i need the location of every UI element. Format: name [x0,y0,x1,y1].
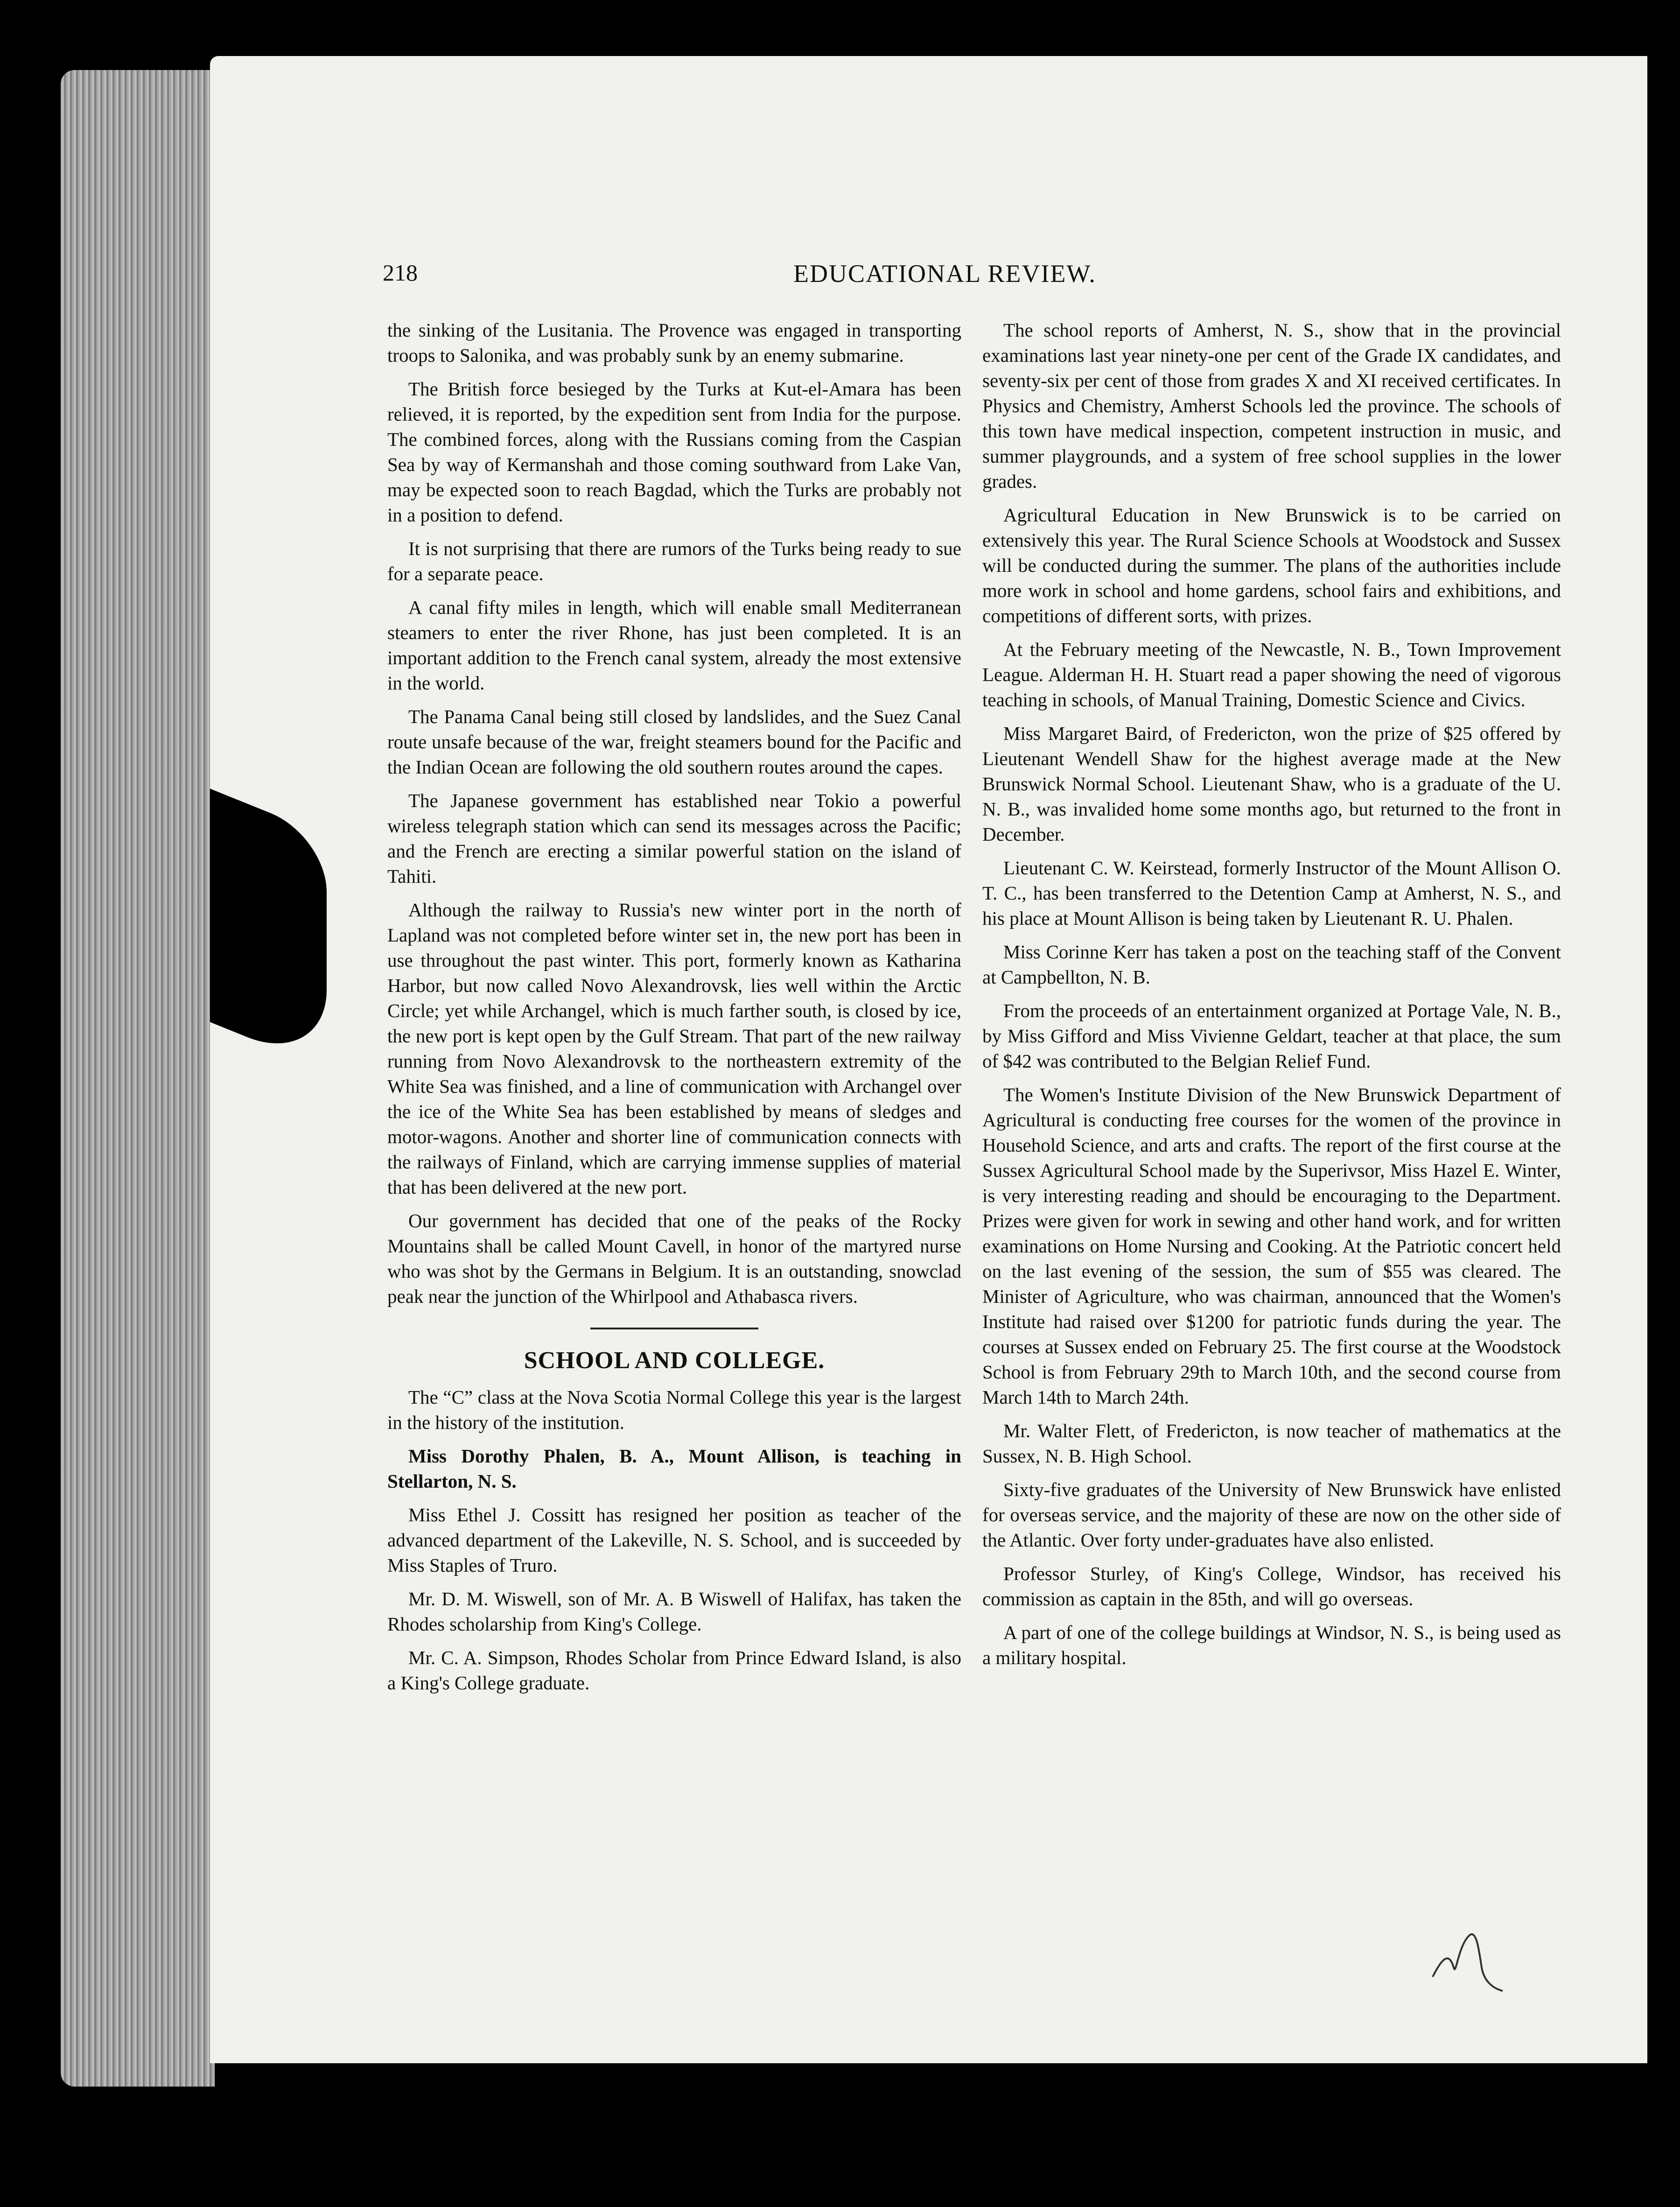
paragraph-portage-vale: From the proceeds of an entertainment organized at Portage Vale, N. B., by Miss Gifford and Miss Vivienne Geldart, teacher at that place, the sum of $42 was contributed to the Belgian Relief Fund. [982,1000,1561,1072]
paragraph-unb-graduates: Sixty-five graduates of the University of New Brunswick have enlisted for overseas service, and the majority of these are now on the other side of the Atlantic. Over forty under-graduates have also enlisted. [982,1479,1561,1551]
paragraph-kut-el-amara: The British force besieged by the Turks at Kut-el-Amara has been relieved, it is reported, by the expedition sent from India for the purpose. The combined forces, along with the Russians coming from the Caspian Sea by way of Kermanshah and those coming southward from Lake Van, may be expected soon to reach Bagdad, which the Turks are probably not in a position to defend. [387,378,961,526]
paragraph-ethel-cossitt: Miss Ethel J. Cossitt has resigned her position as teacher of the advanced department of the Lakeville, N. S. School, and is succeeded by Miss Staples of Truro. [387,1504,961,1576]
paragraph-wiswell: Mr. D. M. Wiswell, son of Mr. A. B Wiswell of Halifax, has taken the Rhodes scholarship from King's College. [387,1588,961,1635]
section-heading: SCHOOL AND COLLEGE. [524,1347,825,1374]
paragraph-lapland-railway: Although the railway to Russia's new winter port in the north of Lapland was not completed before winter set in, the new port has been in use throughout the past winter. This port, formerly known as Katharina Harbor, but now called Novo Alexandrovsk, lies well within the Arctic Circle; yet while Archangel, which is much farther south, is closed by ice, the new port is kept open by the Gulf Stream. That part of the new railway running from Novo Alexandrovsk to the northeastern extremity of the White Sea was finished, and a line of communication with Archangel over the ice of the White Sea has been established by means of sledges and motor-wagons. Another and shorter line of communication connects with the railways of Finland, which are carrying immense supplies of material that has been delivered at the new port. [387,899,961,1198]
pencil-mark [1428,1926,1507,1996]
left-column [387,317,961,1704]
paragraph-amherst-reports: The school reports of Amherst, N. S., show that in the provincial examinations last year ninety-one per cent of the Grade IX candidates, and seventy-six per cent of those from grades X and XI received certificates. In Physics and Chemistry, Amherst Schools led the province. The schools of this town have medical inspection, competent instruction in music, and summer playgrounds, and a system of free school supplies in the lower grades. [982,319,1561,492]
paragraph-mount-cavell: Our government has decided that one of the peaks of the Rocky Mountains shall be called Mount Cavell, in honor of the martyred nurse who was shot by the Germans in Belgium. It is an outstanding, snowclad peak near the junction of the Whirlpool and Athabasca rivers. [387,1210,961,1307]
paragraph-simpson: Mr. C. A. Simpson, Rhodes Scholar from Prince Edward Island, is also a King's College graduate. [387,1647,961,1694]
paragraph-military-hospital: A part of one of the college buildings at Windsor, N. S., is being used as a military hospital. [982,1622,1561,1668]
paragraph-margaret-baird: Miss Margaret Baird, of Fredericton, won the prize of $25 offered by Lieutenant Wendell Shaw for the highest average made at the New Brunswick Normal School. Lieutenant Shaw, who is a graduate of the U. N. B., was invalided home some months ago, but returned to the front in December. [982,723,1561,845]
page-number: 218 [383,260,418,286]
paragraph-wireless-station: The Japanese government has established near Tokio a powerful wireless telegraph station which can send its messages across the Pacific; and the French are erecting a similar powerful station on the island of Tahiti. [387,790,961,887]
paragraph-agricultural-education: Agricultural Education in New Brunswick is to be carried on extensively this year. The Rural Science Schools at Woodstock and Sussex will be conducted during the summer. The plans of the authorities include more work in school and home gardens, school fairs and exhibitions, and competitions of different sorts, with prizes. [982,504,1561,626]
book-page-edges [61,70,215,2087]
paragraph-turks-peace: It is not surprising that there are rumors of the Turks being ready to sue for a separate peace. [387,538,961,584]
paragraph-walter-flett: Mr. Walter Flett, of Fredericton, is now teacher of mathematics at the Sussex, N. B. High School. [982,1420,1561,1467]
paragraph-panama-canal: The Panama Canal being still closed by landslides, and the Suez Canal route unsafe because of the war, freight steamers bound for the Pacific and the Indian Ocean are following the old southern routes around the capes. [387,706,961,778]
right-column [982,317,1561,1679]
paragraph-rhone-canal: A canal fifty miles in length, which will enable small Mediterranean steamers to enter the river Rhone, has just been completed. It is an important addition to the French canal system, already the most extensive in the world. [387,597,961,694]
paragraph-corinne-kerr: Miss Corinne Kerr has taken a post on the teaching staff of the Convent at Campbellton, N. B. [982,941,1561,988]
paragraph-lusitania: the sinking of the Lusitania. The Provence was engaged in transporting troops to Salonika, and was probably sunk by an enemy submarine. [387,319,961,366]
page-header [383,259,1601,301]
running-title: EDUCATIONAL REVIEW. [793,260,1096,288]
paragraph-professor-sturley: Professor Sturley, of King's College, Windsor, has received his commission as captain in the 85th, and will go overseas. [982,1563,1561,1610]
paragraph-dorothy-phalen: Miss Dorothy Phalen, B. A., Mount Allison, is teaching in Stellarton, N. S. [387,1445,961,1492]
paragraph-newcastle-meeting: At the February meeting of the Newcastle, N. B., Town Improvement League. Alderman H. H. Stuart read a paper showing the need of vigorous teaching in schools, of Manual Training, Domestic Science and Civics. [982,639,1561,710]
paragraph-normal-college: The “C” class at the Nova Scotia Normal College this year is the largest in the history of the institution. [387,1386,961,1433]
paragraph-womens-institute: The Women's Institute Division of the New Brunswick Department of Agricultural is conducting free courses for the women of the province in Household Science, and arts and crafts. The report of the first course at the Sussex Agricultural School made by the Superivsor, Miss Hazel E. Winter, is very interesting reading and should be encouraging to the Department. Prizes were given for work in sewing and other hand work, and for written examinations on Home Nursing and Cooking. At the Patriotic concert held on the last evening of the session, the sum of $55 was cleared. The Minister of Agriculture, who was chairman, announced that the Women's Institute had raised over $1200 for patriotic funds during the year. The courses at Sussex ended on February 25. The first course at the Woodstock School is from February 29th to March 10th, and the second course from March 14th to March 24th. [982,1084,1561,1408]
paragraph-keirstead: Lieutenant C. W. Keirstead, formerly Instructor of the Mount Allison O. T. C., has been transferred to the Detention Camp at Amherst, N. S., and his place at Mount Allison is being taken by Lieutenant R. U. Phalen. [982,857,1561,929]
section-divider [590,1328,758,1329]
